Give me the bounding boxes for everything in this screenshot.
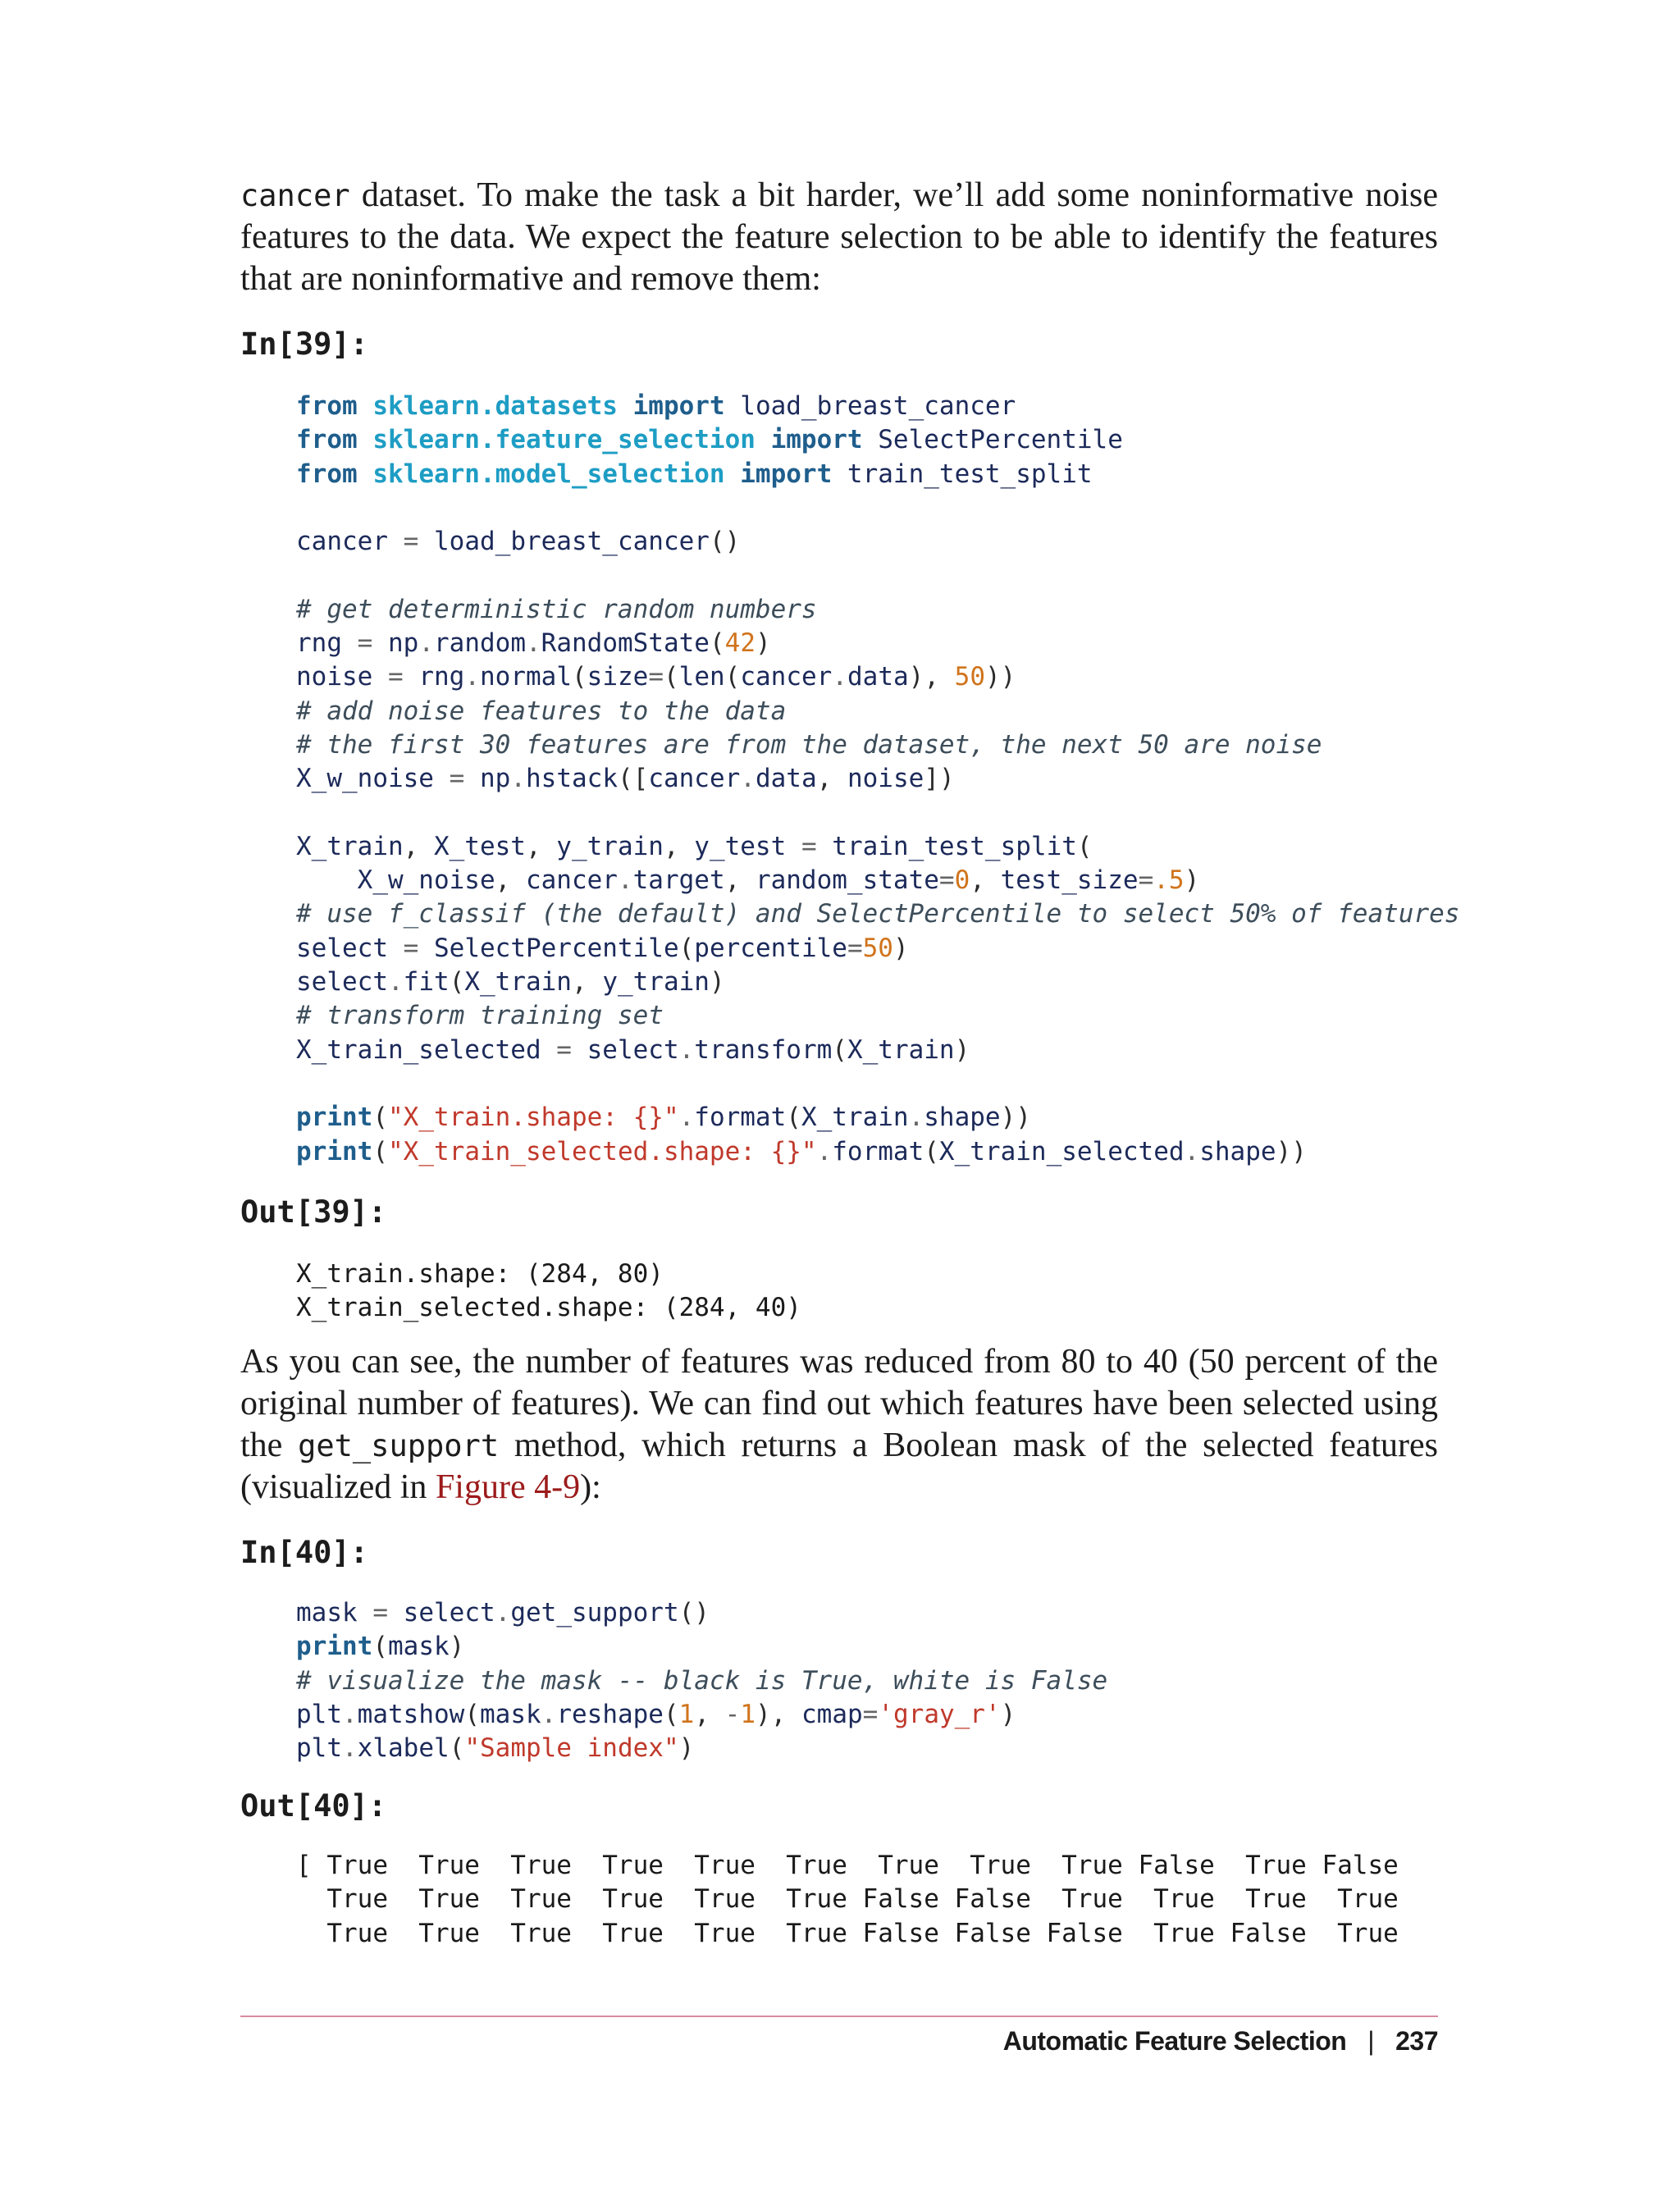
paragraph-intro [240,175,1438,300]
footer-rule [240,2016,1438,2017]
code-line: X_train_selected = select.transform(X_train) [296,1034,970,1065]
code-line [296,559,1459,592]
code-line: from sklearn.model_selection import train_test_split [296,459,1093,489]
cell-in-label-39: In[39]: [240,326,368,362]
page-number: 237 [1395,2026,1438,2056]
code-line: cancer = load_breast_cancer() [296,527,741,557]
paragraph-result-text-b: method, which returns a Boolean mask of the selected features (visualized in [240,1427,1439,1506]
code-line: print(mask) [296,1632,465,1662]
output-block-40 [296,1849,1399,1951]
code-line: # visualize the mask -- black is True, white is False [296,1665,1108,1696]
code-line: # get deterministic random numbers [296,594,817,624]
code-line: X_train, X_test, y_train, y_test = train_test_split( [296,831,1093,861]
code-block-40 [296,1596,1107,1765]
figure-link[interactable]: Figure 4-9 [435,1468,581,1506]
page-footer [1003,2026,1438,2057]
output-line: True True True True True True False False False True False True [296,1918,1399,1948]
code-line: from sklearn.datasets import load_breast_cancer [296,391,1016,421]
output-block-39 [296,1258,801,1326]
paragraph-result-text-a: As you can see, the number of features was reduced from 80 to 40 (50 percent of the original number of features). We can find out which features have been selected using the [240,1343,1438,1464]
code-line: # the first 30 features are from the dataset, the next 50 are noise [296,729,1322,760]
code-line: X_w_noise = np.hstack([cancer.data, noise]) [296,764,955,794]
paragraph-result-text-c: ): [580,1468,601,1506]
code-line: # add noise features to the data [296,696,787,726]
code-line: # use f_classif (the default) and SelectPercentile to select 50% of features [296,899,1460,929]
output-line: X_train.shape: (284, 80) [296,1259,664,1289]
paragraph-intro-text: dataset. To make the task a bit harder, we’ll add some noninformative noise features to the data. We expect the feature selection to be able to identify the features that are noninformative and remove them: [240,176,1438,298]
code-line: select = SelectPercentile(percentile=50) [296,933,909,963]
footer-section-title: Automatic Feature Selection [1002,2026,1347,2056]
code-line: # transform training set [296,1001,664,1031]
output-line: [ True True True True True True True True True False True False [296,1851,1399,1880]
code-line: plt.matshow(mask.reshape(1, -1), cmap='gray_r') [296,1699,1016,1729]
footer-separator: | [1367,2026,1375,2056]
code-line: from sklearn.feature_selection import SelectPercentile [296,425,1123,455]
code-line: select.fit(X_train, y_train) [296,967,725,998]
code-line: rng = np.random.RandomState(42) [296,628,771,659]
code-block-39 [296,390,1459,1169]
code-line: X_w_noise, cancer.target, random_state=0, test_size=.5) [357,865,1200,896]
paragraph-result [240,1341,1438,1509]
code-line: noise = rng.normal(size=(len(cancer.data), 50)) [296,662,1016,692]
code-line [296,1067,1459,1101]
output-line: X_train_selected.shape: (284, 40) [296,1293,801,1323]
cell-out-label-39: Out[39]: [240,1194,387,1230]
code-line [296,491,1459,525]
cell-out-label-40: Out[40]: [240,1788,387,1824]
cell-in-label-40: In[40]: [240,1535,368,1570]
code-line: mask = select.get_support() [296,1598,710,1628]
code-line: print("X_train.shape: {}".format(X_train.shape)) [296,1102,1031,1133]
inline-code-cancer: cancer [240,178,350,213]
inline-code-get-support: get_support [298,1428,500,1463]
code-line [296,797,1459,830]
code-line: print("X_train_selected.shape: {}".format(X_train_selected.shape)) [296,1136,1307,1166]
output-line: True True True True True True False False True True True True [296,1884,1399,1915]
code-line: plt.xlabel("Sample index") [296,1733,695,1764]
